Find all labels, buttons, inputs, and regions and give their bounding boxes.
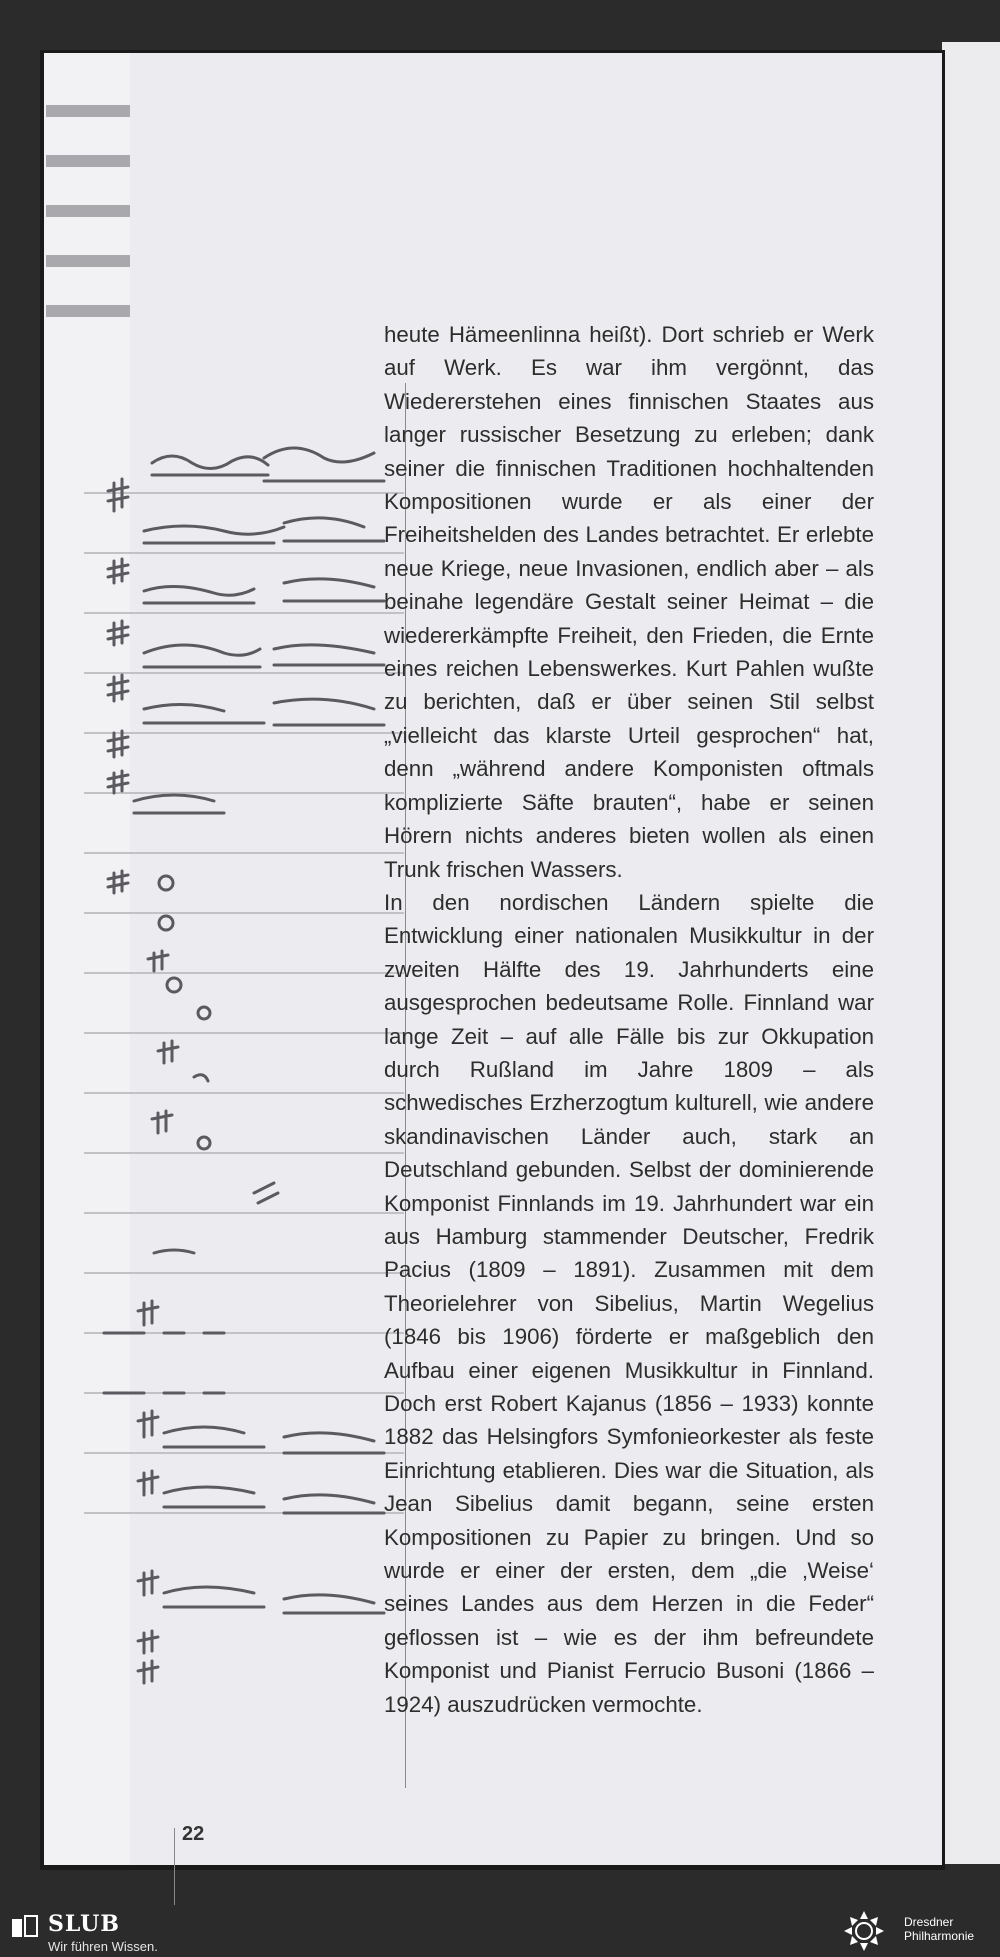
partner-name-line1: Dresdner: [904, 1915, 954, 1929]
body-text-column: [384, 318, 874, 1721]
decorative-stripe: [46, 205, 130, 217]
slub-logo-icon: [12, 1915, 40, 1939]
partner-branding[interactable]: [842, 1909, 992, 1953]
decorative-stripe: [46, 105, 130, 117]
paragraph: heute Hämeenlinna heißt). Dort schrieb er Werk auf Werk. Es war ihm vergönnt, das Wiedererstehen eines finnischen Staates aus langer russischer Besetzung zu erleben; dank seiner die finnischen Traditionen hochhaltenden Kompositionen wurde er als einer der Freiheitshelden des Landes betrachtet. Er erlebte neue Kriege, neue Invasionen, endlich aber – als beinahe legendäre Gestalt seiner Heimat – die wiedererkämpfte Freiheit, den Frieden, die Ernte eines reichen Lebenswerkes. Kurt Pahlen wußte zu berichten, daß er über seinen Stil selbst „vielleicht das klarste Urteil gesprochen“ hat, denn „während andere Komponisten oftmals komplizierte Säfte brauten“, habe er seinen Hörern nichts anderes bieten wollen als einen Trunk frischen Wassers.: [384, 322, 874, 882]
viewer-footer: [0, 1905, 1000, 1957]
partner-name: [904, 1915, 974, 1943]
footer-tagline: Wir führen Wissen.: [48, 1939, 158, 1954]
next-page-edge: [942, 42, 1000, 1864]
page-number: 22: [182, 1823, 205, 1845]
philharmonie-logo-icon: [842, 1909, 886, 1953]
decorative-stripe: [46, 155, 130, 167]
decorative-stripe: [46, 255, 130, 267]
decorative-stripe: [46, 305, 130, 317]
music-manuscript-image: [84, 413, 404, 1693]
paragraph: In den nordischen Ländern spielte die Entwicklung einer nationalen Musikkultur in der zweiten Hälfte des 19. Jahrhunderts eine ausgesprochen bedeutsame Rolle. Finnland war lange Zeit – auf alle Fälle bis zur Okkupation durch Rußland im Jahre 1809 – als schwedisches Erzherzogtum kulturell, wie andere skandinavischen Länder auch, stark an Deutschland gebunden. Selbst der dominierende Komponist Finnlands im 19. Jahrhundert war ein aus Hamburg stammender Deutscher, Fredrik Pacius (1809 – 1891). Zusammen mit dem Theorielehrer von Sibelius, Martin Wegelius (1846 bis 1906) förderte er maßgeblich den Aufbau einer eigenen Musikkultur in Finnland. Doch erst Robert Kajanus (1856 – 1933) konnte 1882 das Helsingfors Symfonieorkester als feste Einrichtung etablieren. Dies war die Situation, als Jean Sibelius damit begann, seine ersten Kompositionen zu Papier zu bringen. Und so wurde er einer der ersten, dem „die ‚Weise‘ seines Landes aus dem Herzen in die Feder“ geflossen ist – wie es der ihm befreundete Komponist und Pianist Ferrucio Busoni (1866 – 1924) auszudrücken vermochte.: [384, 889, 874, 1717]
footer-brand: SLUB: [48, 1911, 120, 1937]
partner-name-line2: Philharmonie: [904, 1929, 975, 1943]
